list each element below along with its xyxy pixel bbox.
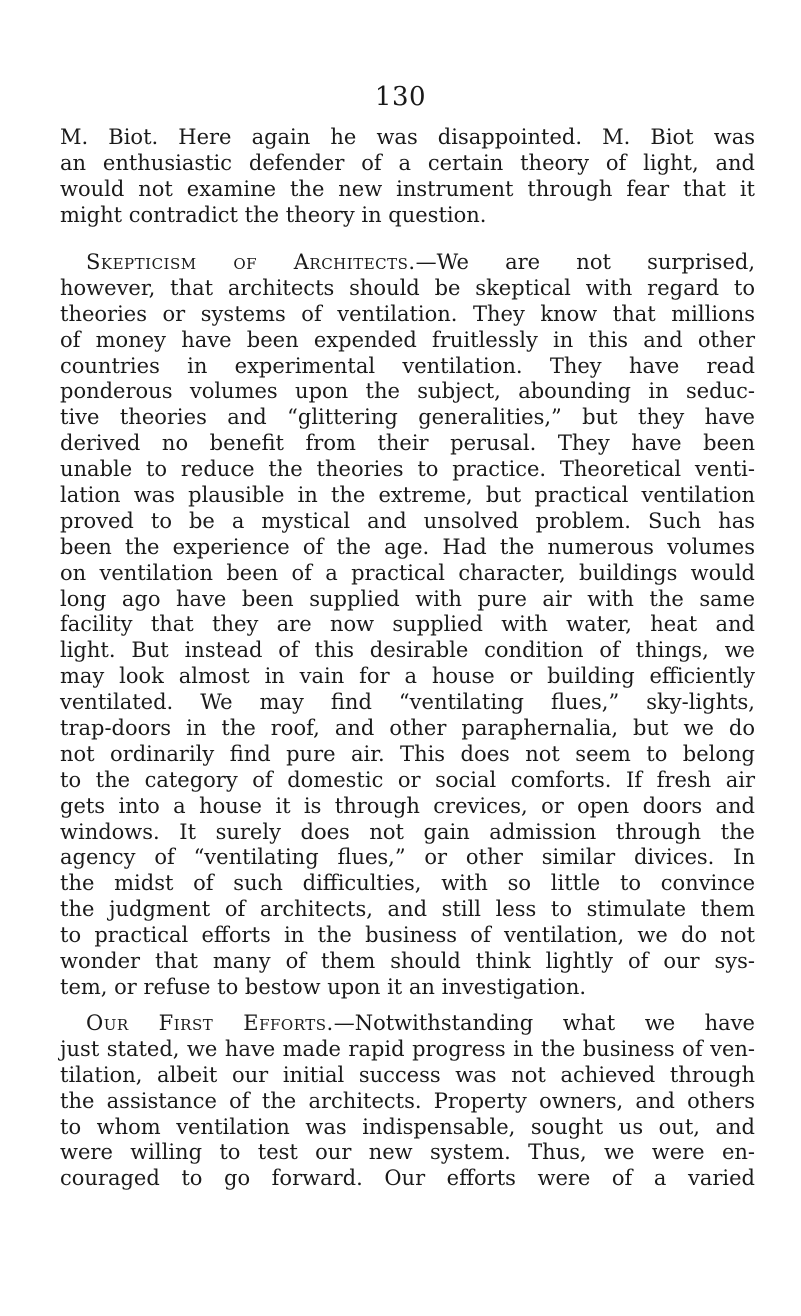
paragraph-line: on ventilation been of a practical character, buildings would: [60, 560, 755, 585]
section-heading: Skepticism of Architects.: [86, 250, 416, 274]
paragraph-line: lation was plausible in the extreme, but practical ventilation: [60, 483, 755, 508]
paragraph-line: countries in experimental ventilation. They have read: [60, 353, 755, 378]
paragraph-line: just stated, we have made rapid progress in the business of ven-: [60, 1036, 755, 1061]
paragraph-line: were willing to test our new system. Thus, we were en-: [60, 1140, 755, 1165]
paragraph-line: —Notwithstanding what we have: [333, 1011, 755, 1035]
paragraph-line: would not examine the new instrument through fear that it: [60, 176, 755, 201]
paragraph-line: not ordinarily find pure air. This does not seem to belong: [60, 741, 755, 766]
paragraph-line: windows. It surely does not gain admission through the: [60, 819, 755, 844]
page-number: 130: [374, 82, 427, 112]
paragraph-line: couraged to go forward. Our efforts were of a varied: [60, 1166, 755, 1191]
paragraph-line: to whom ventilation was indispensable, sought us out, and: [60, 1114, 755, 1139]
paragraph-3: [60, 1011, 755, 1192]
paragraph-1: [60, 125, 755, 229]
paragraph-line: ventilated. We may find “ventilating flues,” sky-lights,: [60, 690, 755, 715]
section-heading: Our First Efforts.: [86, 1011, 334, 1035]
paragraph-line: derived no benefit from their perusal. They have been: [60, 431, 755, 456]
paragraph-line: wonder that many of them should think lightly of our sys-: [60, 949, 755, 974]
paragraph-line: the judgment of architects, and still less to stimulate them: [60, 897, 755, 922]
paragraph-line: —We are not surprised,: [415, 250, 755, 274]
paragraph-line: might contradict the theory in question.: [60, 202, 487, 227]
paragraph-line: light. But instead of this desirable condition of things, we: [60, 638, 755, 663]
paragraph-line: agency of “ventilating flues,” or other similar divices. In: [60, 845, 755, 870]
paragraph-line: tilation, albeit our initial success was not achieved through: [60, 1062, 755, 1087]
paragraph-line: gets into a house it is through crevices, or open doors and: [60, 793, 755, 818]
paragraph-line: theories or systems of ventilation. They know that millions: [60, 301, 755, 326]
paragraph-line: facility that they are now supplied with water, heat and: [60, 612, 755, 637]
paragraph-line: ponderous volumes upon the subject, abounding in seduc-: [60, 379, 755, 404]
paragraph-line: may look almost in vain for a house or building efficiently: [60, 664, 755, 689]
paragraph-line: been the experience of the age. Had the numerous volumes: [60, 534, 755, 559]
paragraph-line: an enthusiastic defender of a certain theory of light, and: [60, 150, 755, 175]
paragraph-line: of money have been expended fruitlessly in this and other: [60, 327, 755, 352]
paragraph-line: however, that architects should be skeptical with regard to: [60, 275, 755, 300]
paragraph-line: unable to reduce the theories to practice. Theoretical venti-: [60, 457, 755, 482]
paragraph-line: to the category of domestic or social comforts. If fresh air: [60, 767, 755, 792]
paragraph-first-line: [60, 1011, 755, 1037]
paragraph-line: trap-doors in the roof, and other paraphernalia, but we do: [60, 716, 755, 741]
paragraph-line: long ago have been supplied with pure air with the same: [60, 586, 755, 611]
paragraph-2: [60, 250, 755, 1001]
paragraph-first-line: [60, 250, 755, 276]
paragraph-line: proved to be a mystical and unsolved problem. Such has: [60, 508, 755, 533]
paragraph-line: to practical efforts in the business of ventilation, we do not: [60, 923, 755, 948]
paragraph-line: M. Biot. Here again he was disappointed. M. Biot was: [60, 125, 755, 149]
paragraph-line: tive theories and “glittering generalities,” but they have: [60, 405, 755, 430]
paragraph-line: the midst of such difficulties, with so little to convince: [60, 871, 755, 896]
paragraph-line: the assistance of the architects. Property owners, and others: [60, 1088, 755, 1113]
paragraph-line: tem, or refuse to bestow upon it an investigation.: [60, 974, 587, 999]
